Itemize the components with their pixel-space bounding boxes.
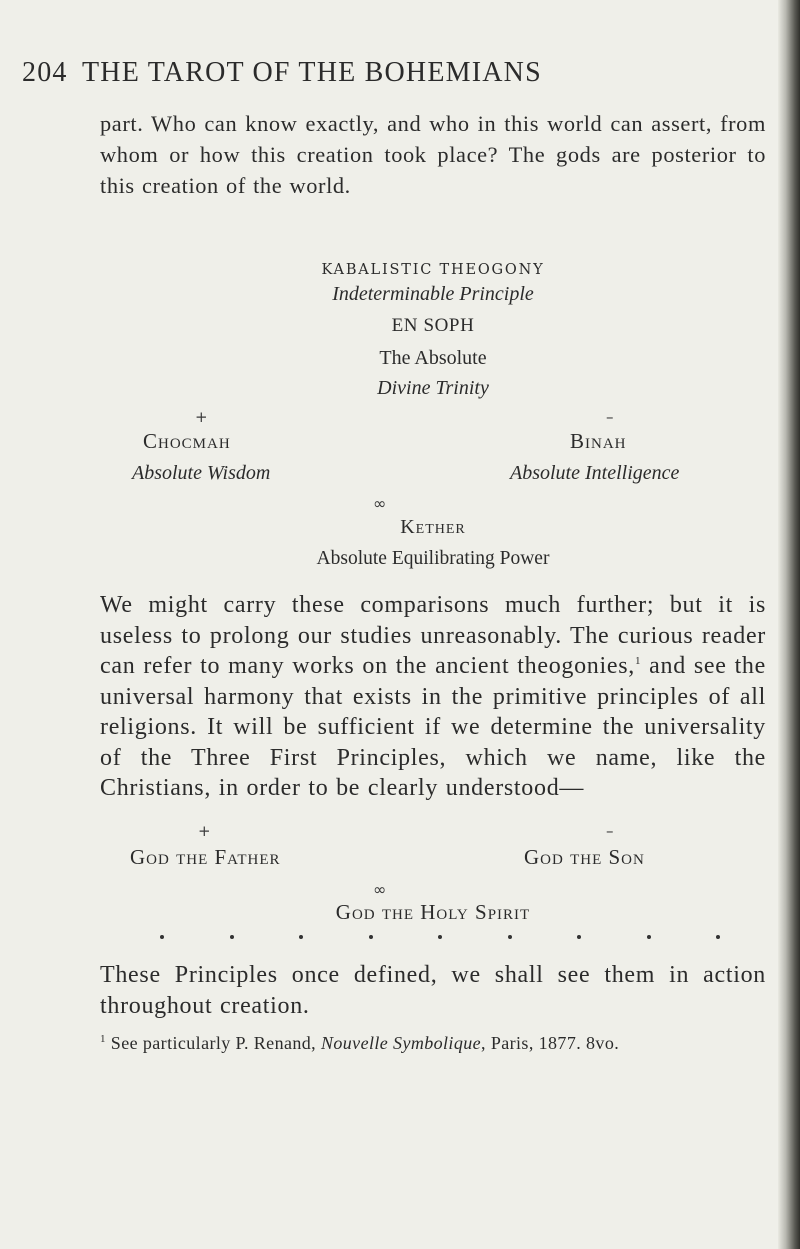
absolute-wisdom-label: Absolute Wisdom	[132, 462, 271, 484]
ellipsis-dot	[230, 935, 234, 939]
ellipsis-dot	[577, 935, 581, 939]
god-the-son-label: God the Son	[524, 845, 645, 869]
ellipsis-dot	[647, 935, 651, 939]
binah-label: Binah	[570, 429, 627, 453]
equilibrating-power-label: Absolute Equilibrating Power	[316, 548, 550, 569]
plus-symbol: +	[195, 408, 208, 426]
scheme-line-principle: Indeterminable Principle	[332, 283, 534, 305]
page-number: 204	[22, 57, 68, 88]
paragraph-closing: These Principles once defined, we shall see them in action throughout creation.	[100, 962, 766, 1019]
paragraph-comparisons-text-cont: and see the universal harmony that exists in the primitive principles of all religions. It will be sufficient if we determine the universality of the Three First Principles, which we name, like the Christians, in order to be clearly understood—	[100, 653, 766, 801]
ellipsis-dot-row	[160, 935, 720, 939]
ellipsis-dot	[160, 935, 164, 939]
god-the-holy-spirit-label: God the Holy Spirit	[335, 900, 531, 924]
ellipsis-dot	[716, 935, 720, 939]
footnote-book-title: Nouvelle Symbolique	[320, 1033, 482, 1053]
ellipsis-dot	[508, 935, 512, 939]
scheme-title: KABALISTIC THEOGONY	[321, 262, 545, 278]
ellipsis-dot	[299, 935, 303, 939]
scheme-line-trinity: Divine Trinity	[377, 377, 489, 399]
scheme-line-absolute: The Absolute	[379, 347, 487, 369]
infinity-symbol-2: ∞	[373, 880, 387, 899]
scheme-line-en-soph: EN SOPH	[391, 315, 475, 336]
footnote-text-end: , Paris, 1877. 8vo.	[481, 1033, 620, 1053]
running-title: THE TAROT OF THE BOHEMIANS	[82, 57, 542, 88]
paragraph-opening: part. Who can know exactly, and who in this world can assert, from whom or how this creation took place? The gods are posterior to this creation of the world.	[100, 111, 766, 198]
infinity-symbol: ∞	[373, 494, 387, 513]
paragraph-comparisons	[100, 590, 766, 804]
ellipsis-dot	[369, 935, 373, 939]
paragraph-comparisons-text: We might carry these comparisons much further; but it is useless to prolong our studies unreasonably. The curious reader can refer to many works on the ancient theogonies,	[100, 592, 766, 679]
footnote-text: See particularly P. Renand,	[105, 1033, 321, 1053]
plus-symbol-2: +	[198, 822, 211, 840]
running-header	[22, 57, 542, 89]
ellipsis-dot	[438, 935, 442, 939]
god-the-father-label: God the Father	[130, 845, 281, 869]
minus-symbol: –	[606, 408, 614, 426]
minus-symbol-2: –	[606, 822, 614, 840]
kether-label: Kether	[400, 516, 466, 538]
chocmah-label: Chocmah	[143, 429, 231, 453]
footnote-reference: 1	[634, 655, 642, 667]
absolute-intelligence-label: Absolute Intelligence	[510, 462, 680, 484]
footnote-marker: 1	[100, 1033, 106, 1045]
footnote	[100, 1030, 766, 1056]
